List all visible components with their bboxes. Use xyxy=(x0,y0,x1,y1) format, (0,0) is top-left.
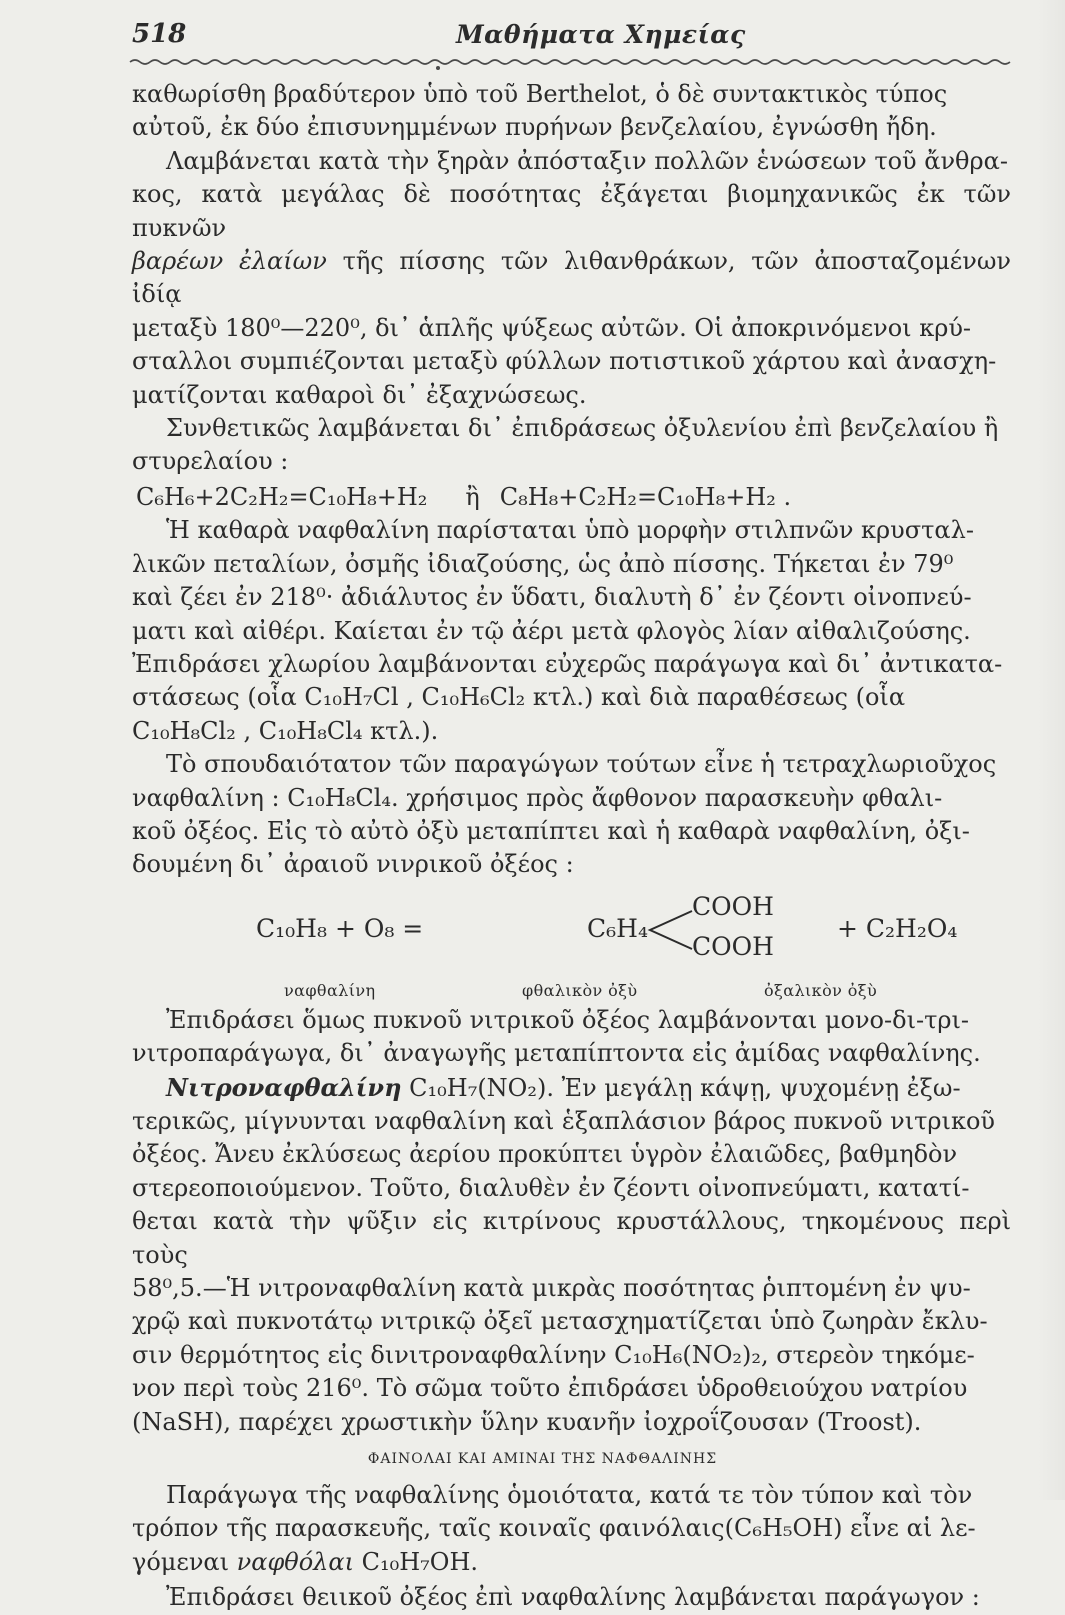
label-oxalic-acid: ὀξαλικὸν ὀξὺ xyxy=(764,980,878,1000)
text-line: 58⁰,5.—Ἡ νιτροναφθαλίνη κατὰ μικρὰς ποσότητας ῥιπτομένη ἐν ψυ- xyxy=(132,1274,971,1302)
text-line: στυρελαίου : xyxy=(132,447,289,476)
text-span: τῆς πίσσης τῶν λιθανθράκων, τῶν ἀποσταζομένων ἰδίᾳ xyxy=(132,247,1011,309)
paragraph-5 xyxy=(132,748,1011,882)
decorative-wavy-rule xyxy=(130,52,1010,70)
text-line: καθωρίσθη βραδύτερον ὑπὸ τοῦ Berthelot, ὁ δὲ συντακτικὸς τύπος xyxy=(132,80,948,108)
section-heading-inline: Νιτροναφθαλίνη xyxy=(166,1072,402,1102)
text-line: χρῷ καὶ πυκνοτάτῳ νιτρικῷ ὀξεῖ μετασχηματίζεται ὑπὸ ζωηρὰν ἔκλυ- xyxy=(132,1307,988,1336)
text-line: ὀξέος. Ἄνευ ἐκλύσεως ἀερίου προκύπτει ὑγρὸν ἐλαιῶδες, βαθμηδὸν xyxy=(132,1140,958,1169)
text-line: (NaSH), παρέχει χρωστικὴν ὕλην κυανῆν ἰοχροΐζουσαν (Troost). xyxy=(132,1407,922,1436)
equation-mid: C₆H₄ xyxy=(587,913,648,943)
text-line: ματι καὶ αἰθέρι. Καίεται ἐν τῷ ἀέρι μετὰ φλογὸς λίαν αἰθαλιζούσης. xyxy=(132,616,971,645)
text-line xyxy=(132,1546,1011,1579)
label-naphthalene: ναφθαλίνη xyxy=(284,980,376,1000)
text-span: C₁₀H₇(NO₂). Ἐν μεγάλῃ κάψῃ, ψυχομένῃ ἐξω- xyxy=(401,1073,961,1102)
text-line xyxy=(132,245,1011,312)
paragraph-8 xyxy=(132,1479,1011,1579)
text-line: δουμένη δι᾽ ἀραιοῦ νινρικοῦ ὀξέος : xyxy=(132,850,574,879)
chemical-bracket-icon xyxy=(646,908,694,952)
emphasis-term: ναφθόλαι xyxy=(236,1547,354,1576)
text-line: αὐτοῦ, ἐκ δύο ἐπισυνημμένων πυρήνων βενζελαίου, ἐγνώσθη ἤδη. xyxy=(132,113,937,142)
text-line: τρόπον τῆς παρασκευῆς, ταῖς κοιναῖς φαινόλαις(C₆H₅OH) εἶνε αἱ λε- xyxy=(132,1514,976,1543)
text-span: γόμεναι xyxy=(132,1547,237,1576)
page-number: 518 xyxy=(132,19,187,49)
text-line: Λαμβάνεται κατὰ τὴν ξηρὰν ἀπόσταξιν πολλῶν ἑνώσεων τοῦ ἄνθρα- xyxy=(166,146,1008,175)
text-span: C₁₀H₇OH. xyxy=(354,1547,479,1576)
equation-labels xyxy=(132,974,1011,1004)
paragraph-4 xyxy=(132,514,1011,748)
text-line: μεταξὺ 180⁰—220⁰, δι᾽ ἁπλῆς ψύξεως αὐτῶν. Οἱ ἀποκρινόμενοι κρύ- xyxy=(132,313,972,342)
label-phthalic-acid: φθαλικὸν ὀξὺ xyxy=(522,980,638,1000)
text-line: κοῦ ὀξέος. Εἰς τὸ αὐτὸ ὀξὺ μεταπίπτει καὶ ἡ καθαρὰ ναφθαλίνη, ὀξι- xyxy=(132,816,970,845)
section-title: ΦΑΙΝΟΛΑΙ ΚΑΙ ΑΜΙΝΑΙ ΤΗΣ ΝΑΦΘΑΛΙΝΗΣ xyxy=(367,1451,718,1468)
text-line: σταλλοι συμπιέζονται μεταξὺ φύλλων ποτιστικοῦ χάρτου καὶ ἀνασχη- xyxy=(132,347,997,376)
paragraph-6 xyxy=(132,1004,1011,1071)
text-line: Ἐπιδράσει χλωρίου λαμβάνονται εὐχερῶς παράγωγα καὶ δι᾽ ἀντικατα- xyxy=(132,649,1003,678)
text-line: ναφθαλίνη : C₁₀H₈Cl₄. χρήσιμος πρὸς ἄφθονον παρασκευὴν φθαλι- xyxy=(132,783,943,812)
formula: C₈H₈+C₂H₂=C₁₀H₈+H₂ . xyxy=(499,482,792,511)
paragraph-9 xyxy=(132,1581,1011,1614)
oxidation-equation xyxy=(132,890,1011,974)
page-header xyxy=(132,18,1011,52)
text-line: στερεοποιούμενον. Τοῦτο, διαλυθὲν ἐν ζέοντι οἰνοπνεύματι, κατατί- xyxy=(132,1173,970,1202)
running-title: Μαθήματα Χημείας xyxy=(456,20,746,49)
paragraph-2 xyxy=(132,145,1011,412)
text-line: Ἐπιδράσει ὅμως πυκνοῦ νιτρικοῦ ὀξέος λαμβάνονται μονο-δι-τρι- xyxy=(166,1005,969,1034)
text-line: Ἡ καθαρὰ ναφθαλίνη παρίσταται ὑπὸ μορφὴν στιλπνῶν κρυσταλ- xyxy=(166,516,974,545)
paragraph-1 xyxy=(132,78,1011,145)
text-line: τερικῶς, μίγνυνται ναφθαλίνη καὶ ἑξαπλάσιον βάρος πυκνοῦ νιτρικοῦ xyxy=(132,1106,995,1135)
text-line xyxy=(132,1071,1011,1105)
text-line: λικῶν πεταλίων, ὀσμῆς ἰδιαζούσης, ὡς ἀπὸ πίσσης. Τήκεται ἐν 79⁰ xyxy=(132,549,954,578)
formula: C₆H₆+2C₂H₂=C₁₀H₈+H₂ xyxy=(136,482,428,511)
formula-separator: ἢ xyxy=(465,482,480,511)
paragraph-7 xyxy=(132,1071,1011,1439)
synthesis-formula-line xyxy=(132,481,1011,514)
text-line: νον περὶ τοὺς 216⁰. Τὸ σῶμα τοῦτο ἐπιδράσει ὑδροθειούχου νατρίου xyxy=(132,1374,968,1403)
text-line: ματίζονται καθαροὶ δι᾽ ἐξαχνώσεως. xyxy=(132,380,587,409)
text-line: σιν θερμότητος εἰς δινιτροναφθαλίνην C₁₀H₆(NO₂)₂, στερεὸν τηκόμε- xyxy=(132,1340,975,1369)
text-line: Ἐπιδράσει θειικοῦ ὀξέος ἐπὶ ναφθαλίνης λαμβάνεται παράγωγον : xyxy=(166,1583,980,1612)
text-line: Παράγωγα τῆς ναφθαλίνης ὁμοιότατα, κατά τε τὸν τύπον καὶ τὸν xyxy=(166,1481,973,1510)
page-shadow xyxy=(1037,0,1065,1500)
paragraph-3 xyxy=(132,412,1011,514)
equation-cooh-bottom: COOH xyxy=(692,931,774,961)
text-line: καὶ ζέει ἐν 218⁰· ἀδιάλυτος ἐν ὕδατι, διαλυτὴ δ᾽ ἐν ζέοντι οἰνοπνεύ- xyxy=(132,583,972,612)
text-line: θεται κατὰ τὴν ψῦξιν εἰς κιτρίνους κρυστάλλους, τηκομένους περὶ τοὺς xyxy=(132,1207,1011,1269)
text-line: κος, κατὰ μεγάλας δὲ ποσότητας ἐξάγεται βιομηχανικῶς ἐκ τῶν πυκνῶν xyxy=(132,180,1011,242)
text-line: Συνθετικῶς λαμβάνεται δι᾽ ἐπιδράσεως ὀξυλενίου ἐπὶ βενζελαίου ἢ xyxy=(166,414,999,443)
emphasis-term: βαρέων ἐλαίων xyxy=(132,247,327,276)
text-line: Τὸ σπουδαιότατον τῶν παραγώγων τούτων εἶνε ἡ τετραχλωριοῦχος xyxy=(166,750,997,779)
equation-cooh-top: COOH xyxy=(692,891,774,921)
text-line: νιτροπαράγωγα, δι᾽ ἀναγωγῆς μεταπίπτοντα εἰς ἀμίδας ναφθαλίνης. xyxy=(132,1039,981,1068)
text-line: στάσεως (οἷα C₁₀H₇Cl , C₁₀H₆Cl₂ κτλ.) καὶ διὰ παραθέσεως (οἷα xyxy=(132,683,906,712)
equation-right: + C₂H₂O₄ xyxy=(837,913,958,943)
text-line: C₁₀H₈Cl₂ , C₁₀H₈Cl₄ κτλ.). xyxy=(132,716,439,745)
equation-left: C₁₀H₈ + O₈ = xyxy=(256,913,424,943)
